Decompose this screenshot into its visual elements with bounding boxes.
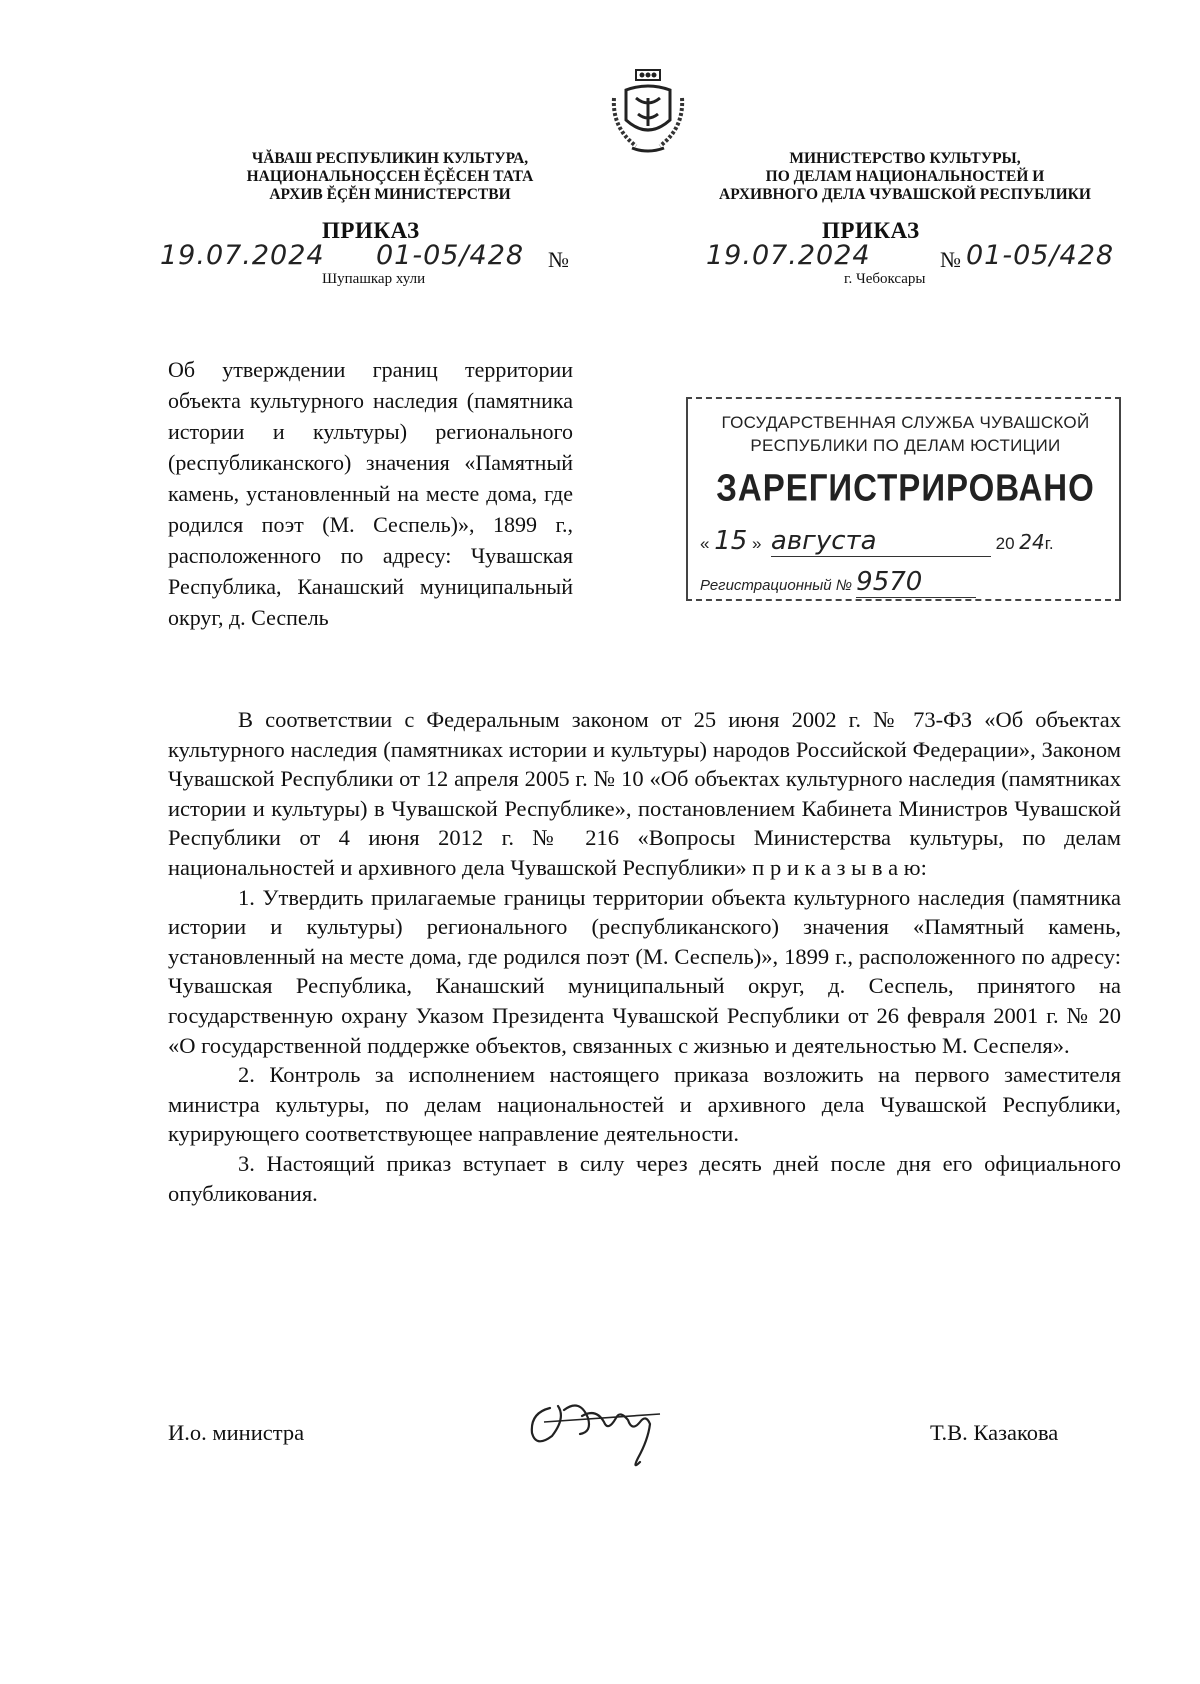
stamp-date-row: « 15 » августа 20 24г. <box>700 526 1054 556</box>
order-number-left: 01-05/428 <box>376 240 525 271</box>
number-sign-left: № <box>548 247 569 272</box>
org-line: МИНИСТЕРСТВО КУЛЬТУРЫ, <box>789 150 1021 167</box>
number-sign-right: № <box>940 247 961 272</box>
signatory-name: Т.В. Казакова <box>930 1420 1059 1445</box>
header-right-org <box>690 150 1120 204</box>
stamp-year-prefix: 20 <box>995 534 1015 553</box>
document-title <box>168 354 573 633</box>
stamp-line2: РЕСПУБЛИКИ ПО ДЕЛАМ ЮСТИЦИИ <box>750 436 1061 455</box>
city-right: г. Чебоксары <box>844 271 926 287</box>
org-line: АРХИВНОГО ДЕЛА ЧУВАШСКОЙ РЕСПУБЛИКИ <box>719 186 1091 203</box>
stamp-authority <box>698 411 1113 457</box>
preamble-command: п р и к а з ы в а ю: <box>752 854 927 880</box>
paragraph-item-2: 2. Контроль за исполнением настоящего приказа возложить на первого заместителя министра культуры, по делам национальностей и архивного дела Чувашской Республики, курирующего соответствующее направление деятельности. <box>168 1062 1121 1147</box>
order-date-right: 19.07.2024 <box>706 240 871 271</box>
stamp-day: 15 <box>714 526 748 556</box>
stamp-status: ЗАРЕГИСТРИРОВАНО <box>716 466 1095 509</box>
org-line: ПО ДЕЛАМ НАЦИОНАЛЬНОСТЕЙ И <box>765 168 1045 185</box>
signature-position: И.о. министра <box>168 1420 305 1445</box>
order-word-left: ПРИКАЗ <box>322 218 420 243</box>
org-line: НАЦИОНАЛЬНОÇСЕН ĔÇĔСЕН ТАТА <box>246 168 534 185</box>
order-number-right: 01-05/428 <box>966 240 1115 271</box>
city-left: Шупашкар хули <box>322 271 426 287</box>
handwritten-signature <box>520 1388 670 1473</box>
paragraph-item-1: 1. Утвердить прилагаемые границы территории объекта культурного наследия (памятника истории и культуры) регионального (республиканского) значения «Памятный камень, установленный на месте дома, где родился поэт (М. Сеспель)», 1899 г., расположенного по адресу: Чувашская Республика, Канашский муниципальный округ, д. Сеспель, принятого на государственную охрану Указом Президента Чувашской Республики от 26 февраля 2001 г. № 20 «О государственной поддержке объектов, связанных с жизнью и деятельностью М. Сеспеля». <box>168 884 1121 1058</box>
order-date-left: 19.07.2024 <box>160 240 325 271</box>
stamp-reg-row <box>700 567 976 598</box>
stamp-year-unit: г. <box>1044 534 1054 553</box>
registration-stamp <box>686 397 1121 601</box>
title-text: Об утверждении границ территории объекта культурного наследия (памятника истории и культуры) регионального (республиканского) значения «Памятный камень, установленный на месте дома, где родился поэт (М. Сеспель)», 1899 г., расположенного по адресу: Чувашская Республика, Канашский муниципальный округ, д. Сеспель <box>168 357 573 630</box>
org-line: ЧĂВАШ РЕСПУБЛИКИН КУЛЬТУРА, <box>251 150 529 167</box>
stamp-line1: ГОСУДАРСТВЕННАЯ СЛУЖБА ЧУВАШСКОЙ <box>721 413 1090 432</box>
header-left-org <box>180 150 600 204</box>
document-body <box>168 705 1121 1208</box>
org-line: АРХИВ ĔÇĔН МИНИСТЕРСТВИ <box>269 186 511 203</box>
preamble-text: В соответствии с Федеральным законом от 25 июня 2002 г. № 73-ФЗ «Об объектах культурного наследия (памятниках истории и культуры) народов Российской Федерации», Законом Чувашской Республики от 12 апреля 2005 г. № 10 «Об объектах культурного наследия (памятниках истории и культуры) в Чувашской Республике», постановлением Кабинета Министров Чувашской Республики от 4 июня 2012 г. № 216 «Вопросы Министерства культуры, по делам национальностей и архивного дела Чувашской Республики» <box>168 707 1121 880</box>
paragraph-preamble <box>168 705 1121 883</box>
order-word-right: ПРИКАЗ <box>822 218 920 243</box>
stamp-reg-label: Регистрационный № <box>700 577 852 594</box>
paragraph-item-3: 3. Настоящий приказ вступает в силу через десять дней после дня его официального опубликования. <box>168 1150 1121 1206</box>
coat-of-arms-emblem <box>606 68 690 158</box>
stamp-month: августа <box>771 526 991 557</box>
stamp-year-suffix: 24 <box>1019 530 1045 554</box>
stamp-reg-number: 9570 <box>856 567 976 598</box>
